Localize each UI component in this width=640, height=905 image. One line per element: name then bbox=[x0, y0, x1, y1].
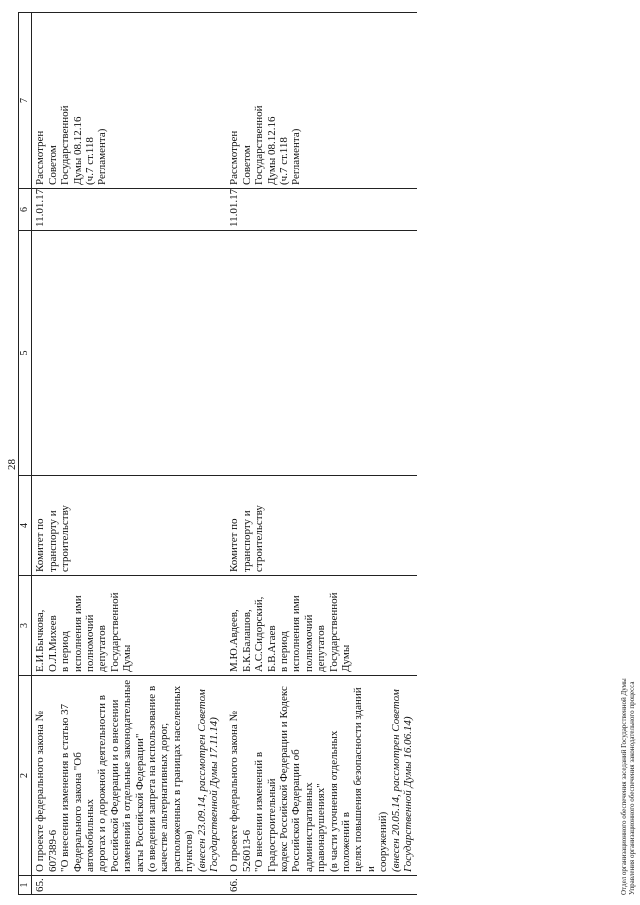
text-line: расположенных в границах населенных bbox=[170, 685, 183, 872]
bill-note bbox=[390, 679, 415, 872]
text-line: качестве альтернативных дорог, bbox=[158, 722, 171, 872]
text-line: (в части уточнения отдельных положений в bbox=[327, 730, 353, 872]
text-line: транспорту и bbox=[240, 510, 253, 572]
text-line: Е.И.Бычкова, bbox=[34, 609, 47, 672]
status-cell bbox=[32, 13, 227, 189]
text-line: О.Л.Михеев bbox=[46, 615, 59, 672]
table-row bbox=[32, 13, 227, 895]
bill-text bbox=[228, 679, 389, 872]
text-line: транспорту и bbox=[46, 510, 59, 572]
text-line: Комитет по bbox=[34, 518, 47, 572]
column-header: 5 bbox=[19, 231, 32, 476]
text-line: кодекс Российской Федерации и Кодекс bbox=[278, 686, 291, 872]
status-cell bbox=[226, 13, 416, 189]
footer bbox=[620, 678, 636, 895]
text-line: Федерального закона "Об автомобильных bbox=[71, 752, 97, 872]
bill-description bbox=[226, 676, 416, 876]
text-line: в период bbox=[278, 631, 291, 672]
text-line: правонарушениях" bbox=[315, 783, 328, 872]
column-header: 7 bbox=[19, 13, 32, 189]
text-line: полномочий bbox=[84, 614, 97, 672]
text-line: Б.В.Агаев bbox=[265, 625, 278, 672]
text-line: Думы 08.12.16 bbox=[265, 116, 278, 185]
text-line: сооружений) bbox=[377, 811, 390, 872]
text-line: строительству bbox=[59, 505, 72, 572]
column-header: 1 bbox=[19, 876, 32, 895]
column-header: 2 bbox=[19, 676, 32, 876]
text-line: Советом bbox=[46, 145, 59, 185]
text-line: (ч.7 ст.118 bbox=[84, 137, 97, 185]
text-line: "О внесении изменения в статью 37 bbox=[59, 703, 72, 872]
text-line: Государственной bbox=[253, 105, 266, 185]
text-line: Государственной bbox=[327, 592, 340, 672]
column-5-cell bbox=[226, 231, 416, 476]
date-cell: 11.01.17 bbox=[226, 189, 416, 231]
text-line: Рассмотрен bbox=[34, 130, 47, 185]
text-line: Государственной Думы 17.11.14) bbox=[208, 717, 221, 872]
text-line: депутатов bbox=[315, 625, 328, 672]
text-line: Государственной Думы 16.06.14) bbox=[402, 716, 415, 872]
bill-text bbox=[34, 679, 195, 872]
text-line: депутатов bbox=[96, 625, 109, 672]
text-line: Думы bbox=[340, 644, 353, 672]
text-line: дорогах и о дорожной деятельности в bbox=[96, 695, 109, 872]
row-number: 66. bbox=[226, 876, 416, 895]
text-line: целях повышения безопасности зданий и bbox=[352, 687, 377, 872]
text-line: "О внесении изменений в Градостроительный bbox=[253, 751, 278, 872]
bill-authors bbox=[226, 576, 416, 676]
footer-line: Управления организационного обеспечения законодательного процесса bbox=[628, 681, 636, 895]
header-row bbox=[19, 13, 32, 895]
page-number: 28 bbox=[6, 459, 18, 470]
responsible-committee bbox=[226, 476, 416, 576]
text-line: пунктов) bbox=[183, 830, 196, 872]
text-line: Б.К.Балашов, bbox=[240, 609, 253, 672]
bill-note bbox=[196, 679, 221, 872]
text-line: Комитет по bbox=[228, 518, 241, 572]
text-line: А.С.Сидорский, bbox=[253, 596, 266, 672]
text-line: исполнения ими bbox=[290, 595, 303, 672]
text-line: исполнения ими bbox=[71, 595, 84, 672]
text-line: строительству bbox=[253, 505, 266, 572]
text-line: О проекте федерального закона № 526013-6 bbox=[228, 711, 253, 872]
text-line: Государственной bbox=[59, 105, 72, 185]
column-header: 4 bbox=[19, 476, 32, 576]
text-line: Российской Федерации об административных bbox=[290, 749, 315, 872]
text-line: акты Российской Федерации" bbox=[133, 733, 146, 872]
column-header: 3 bbox=[19, 576, 32, 676]
bill-description bbox=[32, 676, 227, 876]
text-line: Думы 08.12.16 bbox=[71, 116, 84, 185]
text-line: полномочий bbox=[302, 614, 315, 672]
text-line: изменений в отдельные законодательные bbox=[121, 679, 134, 872]
text-line: О проекте федерального закона № 607389-6 bbox=[34, 711, 59, 872]
text-line: (ч.7 ст.118 bbox=[278, 137, 291, 185]
text-line: Регламента) bbox=[290, 128, 303, 185]
agenda-table bbox=[18, 12, 417, 895]
text-line: Советом bbox=[240, 145, 253, 185]
text-line: (внесен 23.09.14, рассмотрен Советом bbox=[195, 689, 208, 872]
text-line: Рассмотрен bbox=[228, 130, 241, 185]
date-cell: 11.01.17 bbox=[32, 189, 227, 231]
responsible-committee bbox=[32, 476, 227, 576]
text-line: (о введении запрета на использование в bbox=[146, 685, 159, 872]
text-line: Регламента) bbox=[96, 128, 109, 185]
table-row bbox=[226, 13, 416, 895]
text-line: в период bbox=[59, 631, 72, 672]
column-header: 6 bbox=[19, 189, 32, 231]
footer-line: Отдел организационного обеспечения заседаний Государственной Думы bbox=[620, 678, 628, 895]
text-line: Государственной bbox=[108, 592, 121, 672]
text-line: Думы bbox=[121, 644, 134, 672]
text-line: М.Ю.Авдеев, bbox=[228, 609, 241, 672]
text-line: Российской Федерации и о внесении bbox=[108, 699, 121, 872]
row-number: 65. bbox=[32, 876, 227, 895]
column-5-cell bbox=[32, 231, 227, 476]
text-line: (внесен 20.05.14, рассмотрен Советом bbox=[389, 689, 402, 872]
bill-authors bbox=[32, 576, 227, 676]
